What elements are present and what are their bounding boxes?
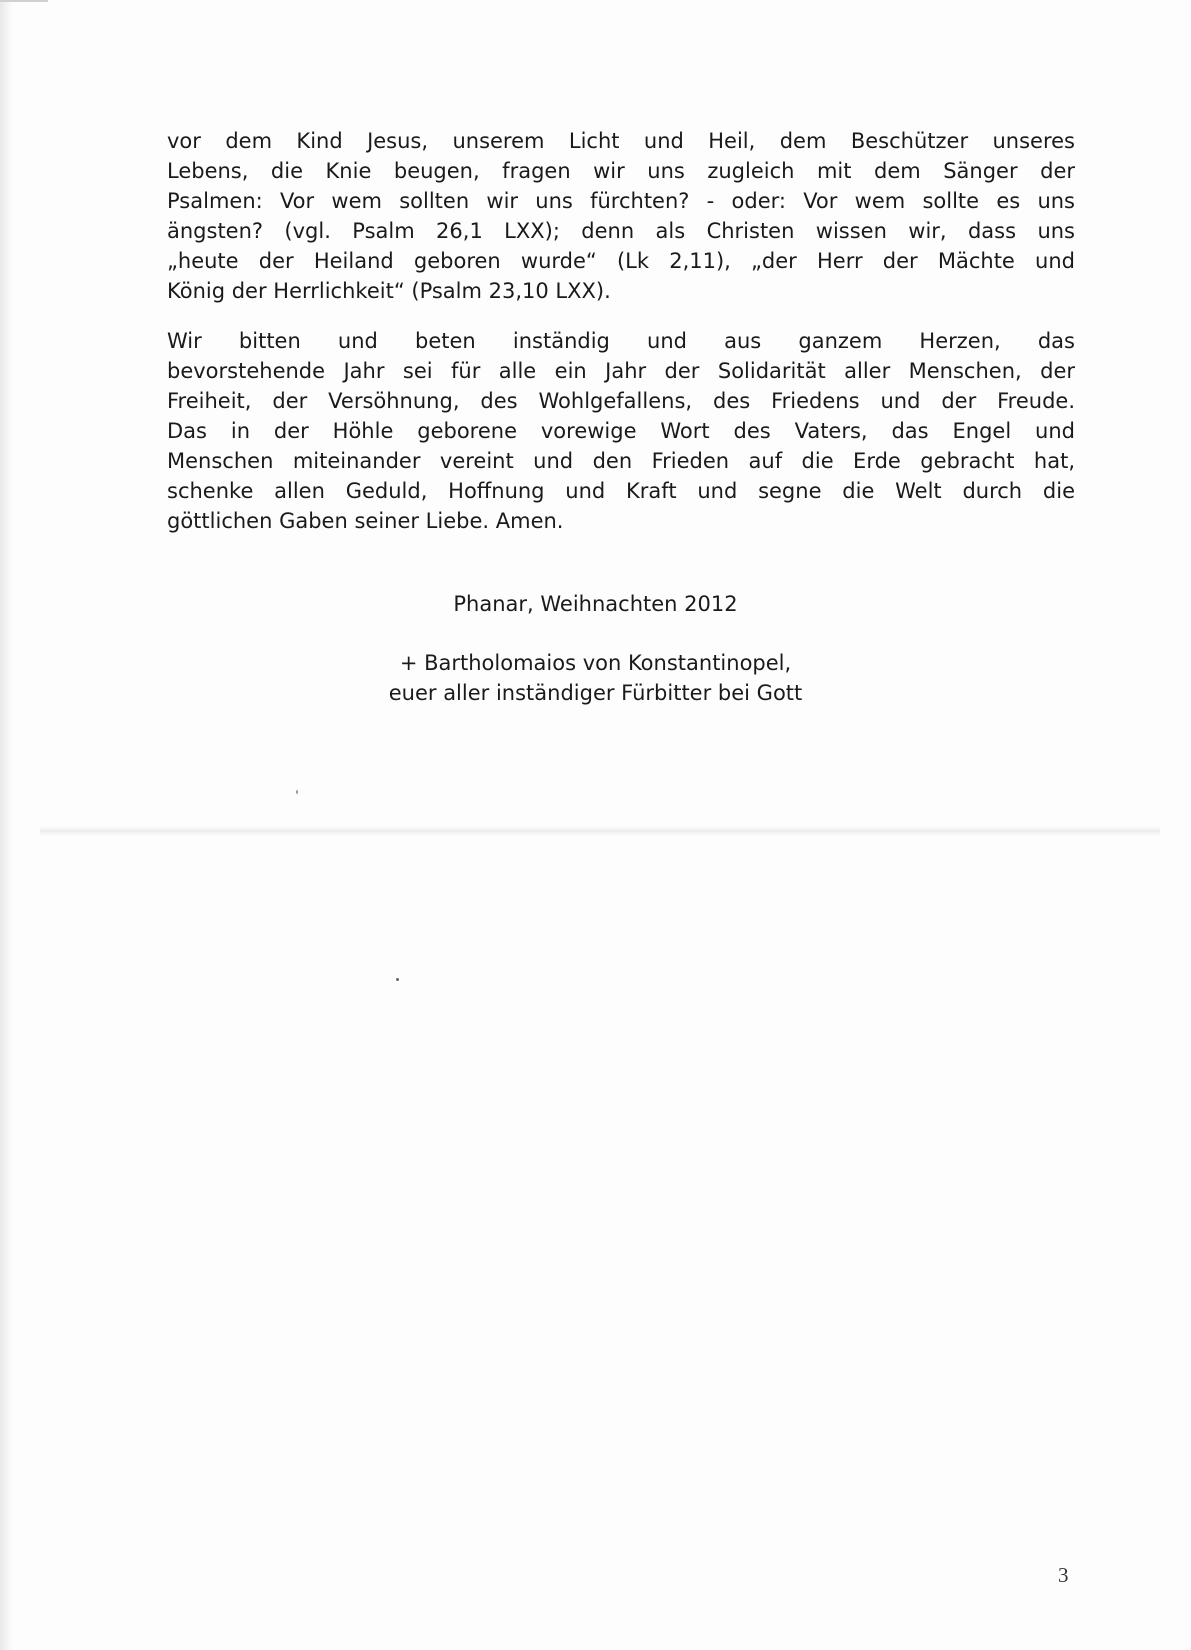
paragraph-1-line: König der Herrlichkeit“ (Psalm 23,10 LXX). [167, 279, 611, 303]
page-number: 3 [1058, 1563, 1069, 1587]
paragraph-2 [167, 326, 1075, 536]
paragraph-2-line: Menschen miteinander vereint und den Frieden auf die Erde gebracht hat, [167, 449, 1075, 473]
paragraph-2-line: Wir bitten und beten inständig und aus ganzem Herzen, das [167, 329, 1075, 353]
scan-edge-shadow [0, 0, 12, 1650]
paragraph-2-line: Das in der Höhle geborene vorewige Wort des Vaters, das Engel und [167, 419, 1075, 443]
scan-speck [396, 978, 399, 981]
paragraph-2-line: göttlichen Gaben seiner Liebe. Amen. [167, 509, 564, 533]
signature-title: euer aller inständiger Fürbitter bei Gott [388, 681, 803, 705]
paragraph-1-line: Psalmen: Vor wem sollten wir uns fürchten? - oder: Vor wem sollte es uns [167, 189, 1075, 213]
paragraph-1-line: vor dem Kind Jesus, unserem Licht und Heil, dem Beschützer unseres [167, 129, 1075, 153]
paragraph-1-line: Lebens, die Knie beugen, fragen wir uns zugleich mit dem Sänger der [167, 159, 1075, 183]
scan-top-mark [0, 0, 48, 2]
signature-name: + Bartholomaios von Konstantinopel, [399, 651, 792, 675]
paragraph-2-line: bevorstehende Jahr sei für alle ein Jahr der Solidarität aller Menschen, der [167, 359, 1075, 383]
signature-block [0, 648, 1191, 708]
scan-speck [296, 790, 298, 794]
place-date: Phanar, Weihnachten 2012 [453, 592, 738, 616]
paragraph-1-line: „heute der Heiland geboren wurde“ (Lk 2,11), „der Herr der Mächte und [167, 249, 1075, 273]
paragraph-2-line: Freiheit, der Versöhnung, des Wohlgefallens, des Friedens und der Freude. [167, 389, 1075, 413]
paragraph-1 [167, 126, 1075, 306]
paragraph-2-line: schenke allen Geduld, Hoffnung und Kraft und segne die Welt durch die [167, 479, 1075, 503]
paragraph-1-line: ängsten? (vgl. Psalm 26,1 LXX); denn als Christen wissen wir, dass uns [167, 219, 1075, 243]
scan-artifact-band [40, 826, 1160, 836]
